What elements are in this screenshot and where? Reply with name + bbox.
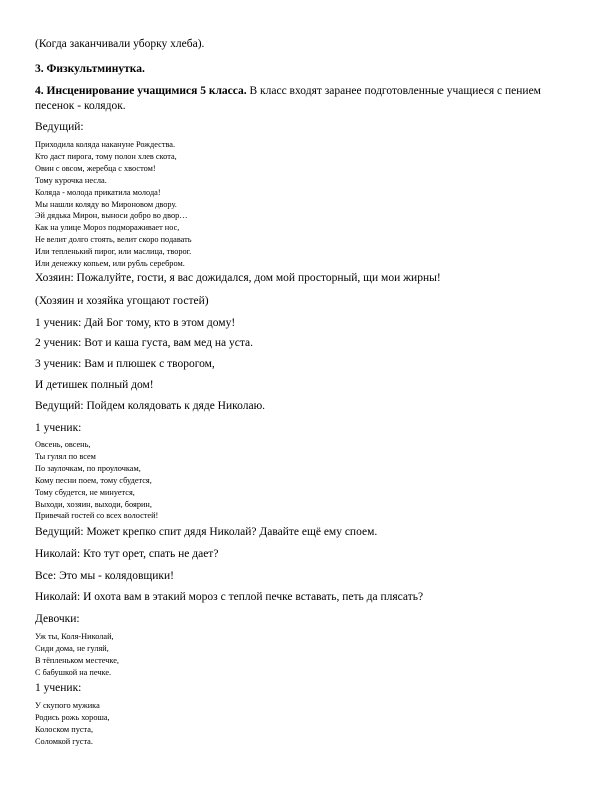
- verse-ovsen: [35, 439, 158, 522]
- verse-line: По заулочкам, по проулочкам,: [35, 463, 141, 473]
- verse-line: Не велит долго стоять, велит скоро подавать: [35, 235, 192, 245]
- verse-line: Кто даст пирога, тому полон хлев скота,: [35, 151, 177, 161]
- verse-line: Уж ты, Коля-Николай,: [35, 632, 114, 641]
- verse-kolya: [35, 631, 119, 679]
- verse-line: Сиди дома, не гуляй,: [35, 643, 109, 653]
- verse-line: Или тепленький пирог, или маслица, творог.: [35, 247, 192, 257]
- stage-note-harvest: (Когда заканчивали уборку хлеба).: [35, 38, 205, 50]
- speaker-label-host: Ведущий:: [35, 121, 84, 133]
- line-student-1: 1 ученик: Дай Бог тому, кто в этом дому!: [35, 317, 236, 329]
- verse-line: Выходи, хозяин, выходи, боярин,: [35, 499, 152, 509]
- speaker-label-student-1: 1 ученик:: [35, 422, 82, 434]
- verse-line: С бабушкой на печке.: [35, 667, 112, 677]
- line-student-3: 3 ученик: Вам и плюшек с творогом,: [35, 358, 215, 370]
- section-heading-4-text: В класс входят заранее подготовленные учащиеся с пением песенок - колядок.: [35, 85, 541, 112]
- verse-line: В тёпленьком местечке,: [35, 655, 120, 665]
- verse-line: Тому курочка несла.: [35, 175, 107, 185]
- verse-line: Приходила коляда накануне Рождества.: [35, 140, 176, 149]
- verse-line: Тому сбудется, не минуется,: [35, 487, 135, 497]
- verse-line: Кому песни поем, тому сбудется,: [35, 475, 152, 485]
- verse-line: Эй дядька Мирон, выноси добро во двор…: [35, 211, 188, 221]
- section-heading-4-title: 4. Инсценирование учащимися 5 класса.: [35, 85, 247, 97]
- section-heading-4: [35, 84, 580, 114]
- verse-line: Овин с овсом, жеребца с хвостом!: [35, 163, 156, 173]
- speaker-label-girls: Девочки:: [35, 613, 80, 625]
- verse-line: Колоском пуста,: [35, 724, 94, 734]
- line-host-2: Ведущий: Пойдем колядовать к дяде Николаю.: [35, 400, 266, 412]
- verse-line: У скупого мужика: [35, 701, 100, 710]
- stage-note-treat: (Хозяин и хозяйка угощают гостей): [35, 295, 209, 307]
- verse-line: Родись рожь хороша,: [35, 712, 110, 722]
- line-student-2: 2 ученик: Вот и каша густа, вам мед на уста.: [35, 337, 253, 349]
- verse-line: Коляда - молода прикатила молода!: [35, 187, 161, 197]
- line-nikolay-2: Николай: И охота вам в этакий мороз с теплой печке вставать, петь да плясать?: [35, 591, 424, 603]
- verse-line: Привечай гостей со всех волостей!: [35, 511, 159, 521]
- line-khozyain: Хозяин: Пожалуйте, гости, я вас дожидался, дом мой просторный, щи мои жирны!: [35, 272, 441, 284]
- verse-line: Ты гулял по всем: [35, 451, 96, 461]
- line-host-3: Ведущий: Может крепко спит дядя Николай? Давайте ещё ему споем.: [35, 526, 378, 538]
- verse-line: Овсень, овсень,: [35, 440, 91, 449]
- verse-koliada: [35, 139, 192, 270]
- line-children: И детишек полный дом!: [35, 379, 154, 391]
- speaker-label-student-1b: 1 ученик:: [35, 682, 82, 694]
- verse-line: Мы нашли коляду во Мироновом двору.: [35, 199, 177, 209]
- verse-line: Соломкой густа.: [35, 736, 93, 746]
- verse-skupoy: [35, 700, 110, 748]
- verse-line: Или денежку копьем, или рубль серебром.: [35, 259, 185, 269]
- verse-line: Как на улице Мороз подмораживает нос,: [35, 223, 180, 233]
- section-heading-3: 3. Физкультминутка.: [35, 63, 145, 75]
- line-nikolay-1: Николай: Кто тут орет, спать не дает?: [35, 548, 219, 560]
- line-all: Все: Это мы - колядовщики!: [35, 570, 175, 582]
